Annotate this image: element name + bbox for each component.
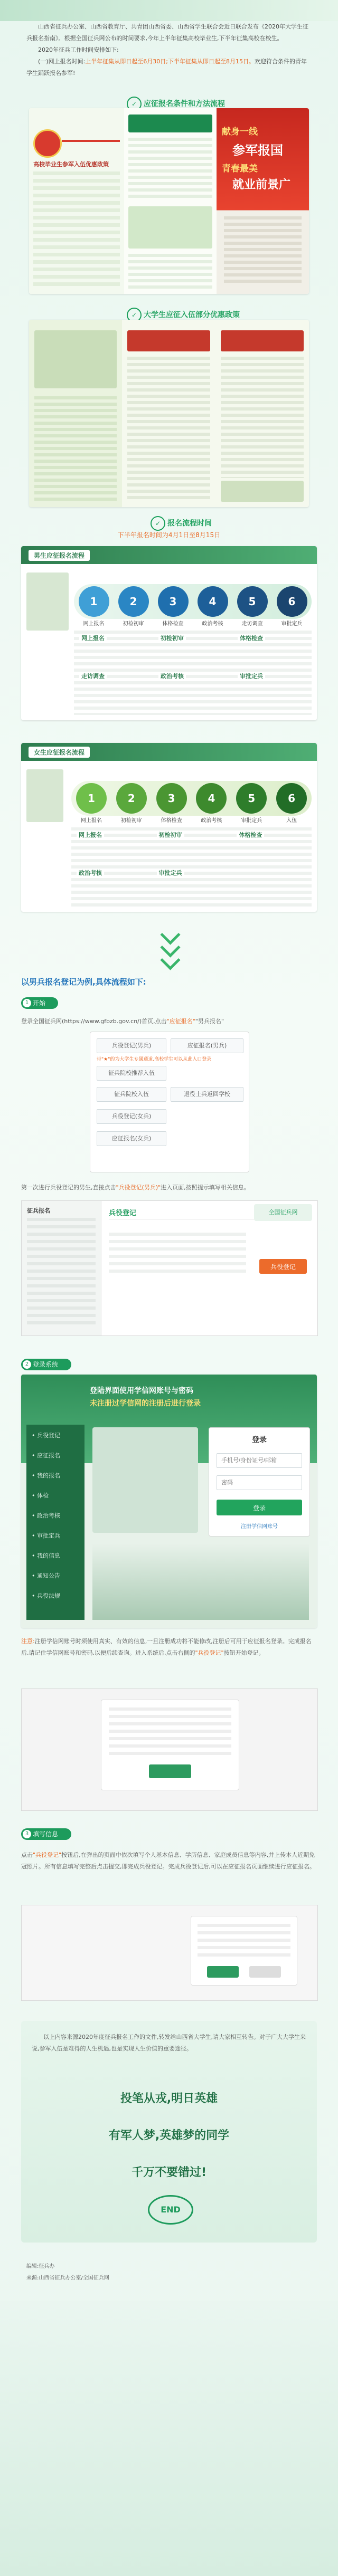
- soldier-photo: [34, 330, 117, 388]
- section-tag-icon: ✓: [127, 97, 142, 111]
- male-note-heading: 政治考核: [158, 672, 186, 680]
- cover-line-2: 参军报国: [232, 143, 283, 158]
- male-note-heading: 审批定兵: [238, 672, 265, 680]
- male-step-number: 4: [198, 586, 228, 617]
- female-note-heading: 审批定兵: [157, 869, 184, 877]
- brochure-conditions: [29, 108, 309, 294]
- male-step-4: [197, 586, 229, 627]
- female-step-5: [236, 783, 267, 824]
- step1-text: 登录全国征兵网(https://www.gfbzb.gov.cn/)首页,点击"应征报名""男兵报名": [21, 1018, 224, 1025]
- female-soldier-photo: [26, 769, 63, 822]
- section-tag-icon: ✓: [151, 516, 165, 531]
- closing-card: [21, 2021, 317, 2243]
- female-step-number: 6: [276, 783, 307, 814]
- intro-p2: 2020年征兵工作时间安排如下:: [38, 46, 119, 53]
- female-step-label: 网上报名: [80, 818, 102, 824]
- login-title: 登录: [252, 1436, 267, 1444]
- female-flow-notes: [71, 827, 312, 907]
- form-dialog-text: [198, 1924, 290, 1961]
- male-step-1: [78, 586, 110, 627]
- timeline-date: 下半年报名时间为4月1日至8月15日: [117, 531, 221, 539]
- bottom-band: [0, 2301, 338, 2576]
- menu-item-button[interactable]: 征兵院校入伍: [97, 1087, 166, 1102]
- step2-badge: 2 登录系统: [21, 1359, 90, 1370]
- editor-credit: 编辑:征兵办: [26, 2264, 55, 2269]
- login-banner-line-2: 未注册过学信网的注册后进行登录: [90, 1399, 201, 1408]
- policies-mid-text: [127, 357, 210, 502]
- dialog-box: [101, 1700, 239, 1790]
- dialog-screenshot: [21, 1688, 318, 1811]
- male-step-label: 走访调查: [241, 621, 263, 627]
- login-sidebar-item[interactable]: • 体检: [32, 1492, 49, 1499]
- link-fill-info[interactable]: "兵役登记": [33, 1852, 62, 1858]
- link-military-register[interactable]: "兵役登记": [195, 1649, 224, 1656]
- mid-text-block-2: [128, 254, 212, 289]
- female-step-label: 入伍: [286, 818, 297, 824]
- policies-mid: [122, 320, 215, 507]
- male-step-number: 3: [158, 586, 189, 617]
- brochure-left-text: [33, 171, 120, 289]
- male-step-label: 政治考核: [202, 621, 223, 627]
- female-step-number: 4: [196, 783, 227, 814]
- male-step-label: 体格检查: [162, 621, 184, 627]
- reg-right-text: [109, 1233, 246, 1275]
- step1-subtext: 第一次进行兵役登记的男生,直接点击"兵役登记(男兵)"进入页面,按照提示填写相关信息。: [21, 1184, 250, 1191]
- section-tag-timeline: [151, 514, 212, 530]
- credits: [26, 2261, 312, 2284]
- step2-note: 注意:注册学信网账号时须使用真实、有效的信息,一旦注册成功将不能修改,注册后可用于应征报名登录。完成报名后,请记住学信网账号和密码,以便后续查询。进入系统后,点击右侧的"兵役登记"按钮开始登记。: [21, 1638, 312, 1656]
- female-step-4: [195, 783, 227, 824]
- closing-paragraph: 以上内容来源2020年度征兵报名工作的文件,转发给山西省大学生,请大家相互转告。对于广大大学生来说,参军入伍是难得的人生机遇,也是实现人生价值的重要途径。: [32, 2034, 306, 2052]
- cover-line-3: 青春最美: [222, 164, 258, 174]
- menu-item-button[interactable]: 兵役登记(女兵): [97, 1109, 166, 1124]
- policies-right-text: [221, 357, 304, 478]
- intro-p1: 山西省征兵办公室、山西省教育厅、共青团山西省委、山西省学生联合会近日联合发布《2020年大学生征兵报名指南》。根据全国征兵网公布的时间要求,今年上半年征集高校毕业生,下半年征集高校在校生。: [26, 23, 308, 42]
- male-step-label: 审批定兵: [281, 621, 303, 627]
- login-sidebar-item[interactable]: • 政治考核: [32, 1512, 60, 1519]
- menu-item-button[interactable]: 应征报名(男兵): [171, 1038, 243, 1053]
- brochure-policies: [29, 320, 309, 507]
- login-sidebar-item[interactable]: • 审批定兵: [32, 1532, 60, 1539]
- registration-screen: [21, 1200, 318, 1336]
- reg-sidebar-title: 征兵报名: [27, 1207, 50, 1214]
- male-step-5: [237, 586, 268, 627]
- register-link[interactable]: 注册学信网账号: [241, 1524, 278, 1530]
- reg-sidebar-items: [27, 1218, 96, 1329]
- female-note-heading: 初检初审: [157, 831, 184, 839]
- male-note-heading: 走访调查: [79, 672, 107, 680]
- cover-line-4: 就业前景广: [232, 178, 291, 192]
- login-sidebar-item[interactable]: • 我的信息: [32, 1552, 60, 1559]
- step3-badge: 3 填写信息: [21, 1828, 90, 1840]
- policies-right-heading: [221, 330, 304, 351]
- male-soldier-photo: [26, 573, 69, 631]
- source-credit: 来源:山西省征兵办公室/全国征兵网: [26, 2275, 109, 2281]
- female-step-label: 初检初审: [120, 818, 142, 824]
- female-step-label: 体格检查: [161, 818, 182, 824]
- female-step-number: 2: [116, 783, 147, 814]
- male-step-3: [157, 586, 189, 627]
- female-note-heading: 体格检查: [237, 831, 264, 839]
- end-mark: END: [148, 2195, 193, 2225]
- username-input[interactable]: [217, 1453, 302, 1468]
- login-banner-line-1: 登陆界面使用学信网账号与密码: [90, 1387, 193, 1395]
- login-sidebar-item[interactable]: • 应征报名: [32, 1452, 60, 1459]
- army-badge-icon: [33, 129, 62, 158]
- divider-line: [62, 140, 120, 142]
- female-step-number: 5: [236, 783, 267, 814]
- male-step-number: 1: [79, 586, 109, 617]
- menu-item-button[interactable]: 退役士兵返回学校: [171, 1087, 243, 1102]
- male-note-heading: 初检初审: [158, 634, 186, 642]
- female-flow-badge: 女生应征报名流程: [29, 747, 90, 758]
- brochure-left-panel: [29, 108, 124, 294]
- form-confirm-button[interactable]: [207, 1966, 239, 1978]
- intro-highlight: 上半年征集从即日起至6月30日;下半年征集从即日起至8月15日。: [85, 58, 255, 65]
- step1-badge: 1 开始: [21, 997, 74, 1009]
- menu-item-button[interactable]: 应征报名(女兵): [97, 1131, 166, 1146]
- brochure-left-title: 高校毕业生参军入伍优惠政策: [33, 161, 109, 168]
- login-sidebar-item[interactable]: • 兵役登记: [32, 1432, 60, 1439]
- login-sidebar-item[interactable]: • 兵役法规: [32, 1592, 60, 1599]
- policies-right-photo: [221, 481, 304, 502]
- mid-heading-bar: [128, 115, 212, 132]
- section-tag-icon: ✓: [127, 308, 142, 322]
- female-step-1: [76, 783, 107, 824]
- login-footer-art: [92, 1543, 309, 1620]
- mid-text-block: [128, 138, 212, 201]
- login-illustration: [92, 1427, 198, 1533]
- login-sidebar-item[interactable]: • 通知公告: [32, 1572, 60, 1579]
- male-flow-badge: 男生应征报名流程: [29, 550, 90, 561]
- female-step-3: [156, 783, 187, 824]
- login-button[interactable]: 登录: [217, 1500, 302, 1515]
- male-flow-notes: [74, 631, 312, 715]
- female-note-heading: 网上报名: [77, 831, 104, 839]
- cover-text-block: [224, 216, 302, 285]
- intro-text: [26, 21, 312, 92]
- male-step-number: 6: [277, 586, 307, 617]
- female-step-number: 3: [156, 783, 187, 814]
- male-step-label: 网上报名: [83, 621, 105, 627]
- military-register-button[interactable]: 兵役登记: [259, 1259, 307, 1274]
- female-step-label: 审批定兵: [241, 818, 262, 824]
- policies-left: [29, 320, 122, 507]
- male-flow-card: [21, 546, 317, 720]
- step3-note: 点击"兵役登记"按钮后,在弹出的页面中依次填写个人基本信息、学历信息、家庭成员信息等内容,并上传本人近期免冠照片。所有信息填写完整后点击提交,即完成兵役登记。完成兵役登记后,可以在应征报名页面继续进行应征报名。: [21, 1852, 315, 1870]
- closing-line-1: 投笔从戎,明日英雄: [120, 2092, 218, 2105]
- female-step-number: 1: [76, 783, 107, 814]
- male-step-number: 2: [118, 586, 149, 617]
- female-note-heading: 政治考核: [77, 869, 104, 877]
- reg-sidebar: [22, 1201, 101, 1335]
- male-step-2: [118, 586, 149, 627]
- male-step-label: 初检初审: [123, 621, 144, 627]
- login-screen: [21, 1375, 317, 1628]
- section-tag-title: 报名流程时间: [167, 519, 212, 528]
- brochure-right-panel: [217, 108, 309, 294]
- login-form: [209, 1427, 310, 1537]
- reg-right-title: 兵役登记: [109, 1209, 137, 1217]
- male-step-6: [276, 586, 308, 627]
- password-input[interactable]: [217, 1475, 302, 1490]
- male-note-heading: 网上报名: [79, 634, 107, 642]
- form-dialog: [191, 1916, 297, 1986]
- female-step-label: 政治考核: [201, 818, 222, 824]
- section-tag-title: 应征报名条件和方法流程: [144, 100, 225, 108]
- female-step-2: [116, 783, 147, 824]
- chevron-down-icon: [160, 950, 180, 970]
- menu-card: [90, 1032, 249, 1172]
- mid-photo: [128, 206, 212, 249]
- login-sidebar-item[interactable]: • 我的报名: [32, 1472, 60, 1479]
- menu-item-button[interactable]: 征兵院校推荐入伍: [97, 1066, 166, 1081]
- policies-left-text: [34, 396, 117, 502]
- closing-line-2: 有军人梦,英雄梦的同学: [108, 2129, 230, 2142]
- howto-title: 以男兵报名登记为例,具体流程如下:: [21, 977, 146, 987]
- menu-note: 带"★"的为大学生专属通道,高校学生可以从此入口登录: [97, 1057, 212, 1062]
- section-tag-title: 大学生应征入伍部分优惠政策: [144, 311, 240, 319]
- dialog-text: [109, 1707, 231, 1755]
- policies-right: [215, 320, 309, 507]
- female-flow-card: [21, 743, 317, 912]
- login-sidebar: [26, 1425, 84, 1620]
- cover-line-1: 献身一线: [222, 127, 258, 137]
- dialog-confirm-button[interactable]: [149, 1764, 191, 1778]
- male-step-number: 5: [237, 586, 268, 617]
- site-logo: 全国征兵网: [254, 1204, 312, 1221]
- link-apply[interactable]: "应征报名": [166, 1018, 195, 1025]
- female-step-6: [276, 783, 307, 824]
- closing-line-3: 千万不要错过!: [131, 2166, 207, 2179]
- form-screenshot: [21, 1905, 318, 2001]
- header-band: [0, 0, 338, 21]
- brochure-mid-panel: [124, 108, 217, 294]
- policies-mid-heading: [127, 330, 210, 351]
- menu-item-button[interactable]: 兵役登记(男兵): [97, 1038, 166, 1053]
- link-register[interactable]: "兵役登记(男兵)": [116, 1184, 161, 1191]
- male-note-heading: 体格检查: [238, 634, 265, 642]
- intro-p3: (一)网上报名时间:上半年征集从即日起至6月30日;下半年征集从即日起至8月15日。欢迎符合条件的青年学生踊跃报名参军!: [26, 58, 307, 77]
- form-cancel-button[interactable]: [249, 1966, 281, 1978]
